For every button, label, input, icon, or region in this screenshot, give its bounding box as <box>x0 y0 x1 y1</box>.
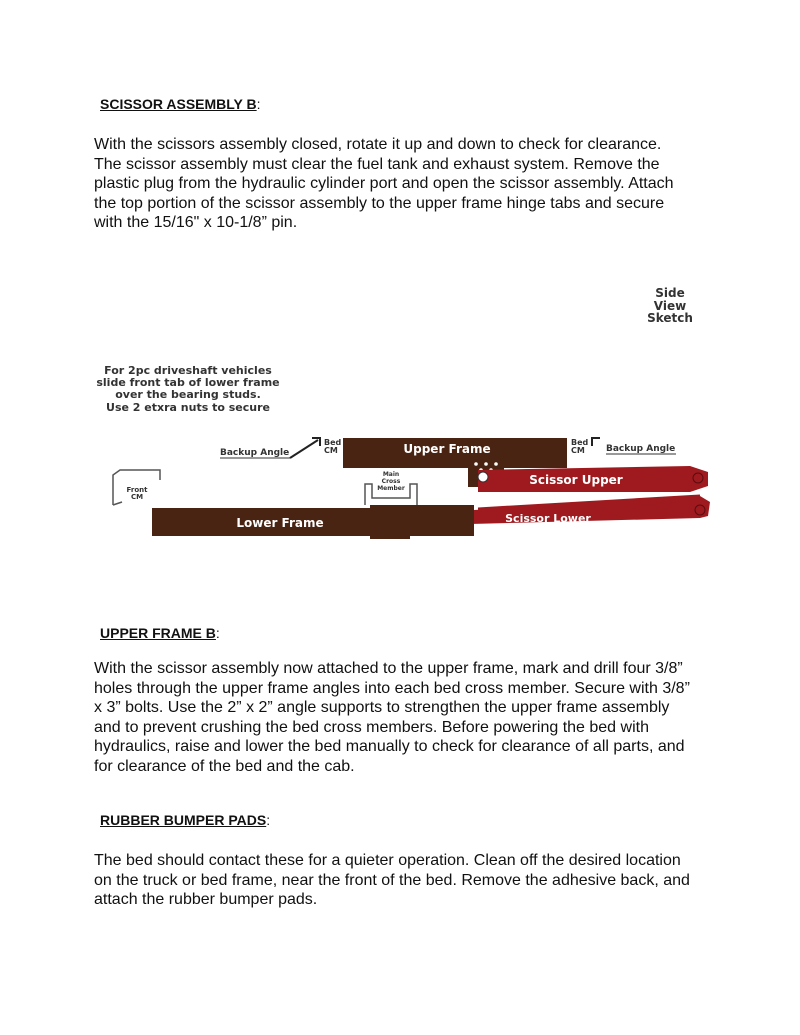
upper-frame-line-4: and to prevent crushing the bed cross members. Before powering the bed with <box>94 718 649 736</box>
bed-cm-right-line-2: CM <box>571 446 585 455</box>
scissor-line-2: The scissor assembly must clear the fuel tank and exhaust system. Remove the <box>94 155 660 173</box>
scissor-assembly-heading <box>100 96 261 112</box>
rubber-bumper-line-3: attach the rubber bumper pads. <box>94 891 318 908</box>
upper-frame-line-3: x 3” bolts. Use the 2” x 2” angle supports to strengthen the upper frame assembly <box>94 699 670 716</box>
upper-frame-label: Upper Frame <box>403 442 491 456</box>
hinge-hole <box>494 462 498 466</box>
scissor-lower-label: Scissor Lower <box>505 512 591 525</box>
upper-frame-heading-colon: : <box>215 625 220 641</box>
rubber-bumper-line-1: The bed should contact these for a quieter operation. Clean off the desired location <box>94 852 681 869</box>
side-view-line-3: Sketch <box>647 311 693 325</box>
backup-angle-left-arrow <box>290 440 318 458</box>
main-cross-member-line-3: Member <box>377 485 405 492</box>
side-view-sketch-diagram <box>0 270 800 560</box>
note-line-3: over the bearing studs. <box>115 388 261 401</box>
rubber-bumper-heading-colon: : <box>266 812 271 828</box>
bed-cm-left-line-2: CM <box>324 446 338 455</box>
note-line-1: For 2pc driveshaft vehicles <box>104 364 272 377</box>
upper-frame-heading <box>100 625 220 641</box>
upper-frame-paragraph <box>94 659 714 776</box>
scissor-upper-end-pin <box>693 473 703 483</box>
upper-frame-line-2: holes through the upper frame angles into each bed cross member. Secure with 3/8” <box>94 679 690 697</box>
upper-frame-heading-text: UPPER FRAME B <box>100 625 216 641</box>
scissor-line-5: with the 15/16" x 10-1/8” pin. <box>94 214 298 231</box>
front-cm-tab <box>113 502 122 505</box>
scissor-line-3: plastic plug from the hydraulic cylinder port and open the scissor assembly. Attach <box>94 175 674 192</box>
upper-frame-line-6: for clearance of the bed and the cab. <box>94 757 355 775</box>
rubber-bumper-heading-text: RUBBER BUMPER PADS <box>100 812 267 828</box>
bed-cm-right-line-1: Bed <box>571 438 589 447</box>
scissor-lower-end-pin <box>695 505 705 515</box>
bed-cm-left-line-1: Bed <box>324 438 342 447</box>
front-cm-line-1: Front <box>126 486 148 494</box>
lower-frame-label: Lower Frame <box>236 516 324 530</box>
hinge-hole <box>474 462 478 466</box>
scissor-assembly-heading-colon: : <box>256 96 261 112</box>
lower-frame-lip <box>370 536 410 539</box>
hinge-hole <box>484 462 488 466</box>
rubber-bumper-line-2: on the truck or bed frame, near the front of the bed. Remove the adhesive back, and <box>94 871 690 889</box>
lower-frame-rear-section <box>370 505 474 536</box>
rubber-bumper-paragraph <box>94 851 714 910</box>
note-line-2: slide front tab of lower frame <box>96 376 280 389</box>
scissor-assembly-paragraph <box>94 135 714 233</box>
scissor-line-1: With the scissors assembly closed, rotate it up and down to check for clearance. <box>94 136 662 153</box>
side-view-line-2: View <box>653 299 687 313</box>
scissor-upper-pin <box>478 472 488 482</box>
side-view-line-1: Side <box>655 286 685 300</box>
main-cross-member-line-1: Main <box>382 471 400 478</box>
scissor-line-4: the top portion of the scissor assembly to the upper frame hinge tabs and secure <box>94 194 665 212</box>
main-cross-member-line-2: Cross <box>381 478 401 485</box>
backup-angle-left-label: Backup Angle <box>220 448 290 458</box>
upper-frame-line-5: hydraulics, raise and lower the bed manually to check for clearance of all parts, and <box>94 738 685 755</box>
rubber-bumper-heading <box>100 812 270 828</box>
backup-angle-right-label: Backup Angle <box>606 444 676 454</box>
note-line-4: Use 2 etxra nuts to secure <box>106 401 270 414</box>
front-cm-line-2: CM <box>130 493 144 501</box>
upper-frame-line-1: With the scissor assembly now attached to the upper frame, mark and drill four 3/8” <box>94 660 683 677</box>
scissor-upper-label: Scissor Upper <box>529 473 623 487</box>
backup-angle-right-bracket <box>592 438 600 446</box>
scissor-assembly-heading-text: SCISSOR ASSEMBLY B <box>100 96 257 112</box>
